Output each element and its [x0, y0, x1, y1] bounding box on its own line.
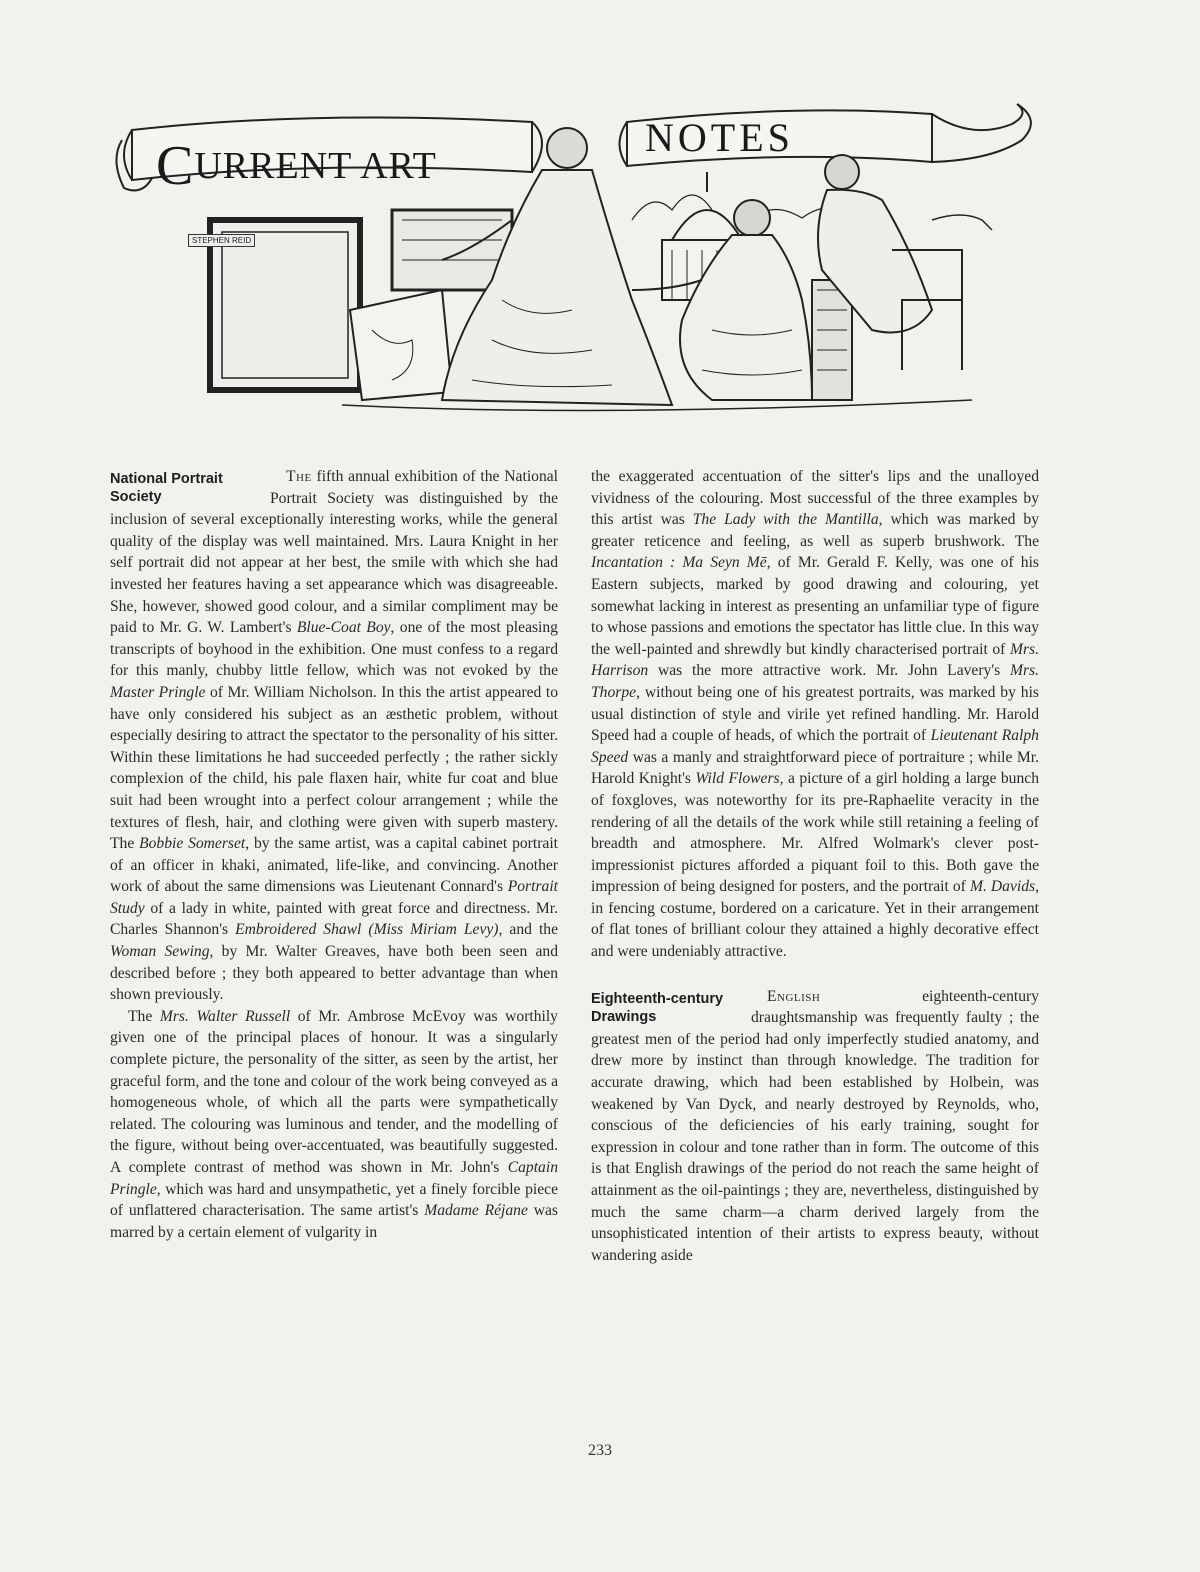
- header-illustration: [112, 100, 1042, 420]
- paragraph: The National Portrait Society fifth annual exhibition of the National Portrait Society was distinguished by the inclusion of several exceptionally interesting works, while the general quality of the display was well maintained. Mrs. Laura Knight in her self portrait did not appear at her best, the smile with which she had invested her features having a set appearance which was disagreeable. She, however, showed good colour, and a similar compliment may be paid to Mr. G. W. Lambert's Blue-Coat Boy, one of the most pleasing transcripts of boyhood in the exhibition. One must confess to a regard for this manly, chubby little fellow, which was not evoked by the Master Pringle of Mr. William Nicholson. In this the artist appeared to have only considered his subject as an æsthetic problem, without especially desiring to attract the spectator to the personality of his sitter. Within these limitations he had succeeded perfectly ; the rather sickly complexion of the child, his pale flaxen hair, white fur coat and blue suit had been wrought into a perfect colour arrangement ; while the textures of flesh, hair, and clothing were given with superb mastery. The Bobbie Somerset, by the same artist, was a capital cabinet portrait of an officer in khaki, animated, life-like, and convincing. Another work of about the same dimensions was Lieutenant Connard's Portrait Study of a lady in white, painted with great force and directness. Mr. Charles Shannon's Embroidered Shawl (Miss Miriam Levy), and the Woman Sewing, by Mr. Walter Greaves, have both been seen and described before ; they both appeared to better advantage than when shown previously.: [110, 468, 558, 1004]
- sidenote-eighteenth-century-drawings: Eighteenth-century Drawings: [591, 990, 724, 1025]
- paragraph: the exaggerated accentuation of the sitter's lips and the unalloyed vividness of the colouring. Most successful of the three examples by this artist was The Lady with the Mantilla, which was marked by greater reticence and feeling, as well as superb brushwork. The Incantation : Ma Seyn Mē, of Mr. Gerald F. Kelly, was one of his Eastern subjects, marked by good drawing and colouring, yet somewhat lacking in interest as presenting an unfamiliar type of figure to whose passions and emotions the spectator has little clue. In this way the well-painted and shrewdly but kindly characterised portrait of Mrs. Harrison was the more attractive work. Mr. John Lavery's Mrs. Thorpe, without being one of his greatest portraits, was marked by his usual distinction of style and virile yet refined handling. Mr. Harold Speed had a couple of heads, of which the portrait of Lieutenant Ralph Speed was a manly and straightforward piece of portraiture ; while Mr. Harold Knight's Wild Flowers, a picture of a girl holding a large bunch of foxgloves, was noteworthy for its pre-Raphaelite veracity in the rendering of all the details of the work while still retaining a feeling of breadth and atmosphere. Mr. Alfred Wolmark's clever post-impressionist pictures afforded a piquant foil to this. Both gave the impression of being designed for posters, and the portrait of M. Davids, in fencing costume, bordered on a caricature. Yet in their arrangement of flat tones of brilliant colour they attained a highly decorative effect and were undeniably attractive.: [591, 468, 1039, 961]
- page-number: 233: [588, 1442, 612, 1459]
- paragraph-gap: [591, 963, 1039, 986]
- left-column: [110, 466, 558, 1243]
- artist-signature: STEPHEN REID: [188, 234, 255, 247]
- header-title-right: NOTES: [645, 115, 794, 160]
- paragraph: The Mrs. Walter Russell of Mr. Ambrose McEvoy was worthily given one of the principal places of honour. It was a singularly complete picture, the personality of the sitter, as seen by the artist, her graceful form, and the tone and colour of the work being conveyed as a homogeneous whole, of which all the parts were sympathetically related. The colouring was luminous and tender, and the modelling of the figure, without being over-accentuated, was beautifully suggested. A complete contrast of method was shown in Mr. John's Captain Pringle, which was hard and unsympathetic, yet a finely forcible piece of unflattered characterisation. The same artist's Madame Réjane was marred by a certain element of vulgarity in: [110, 1007, 558, 1241]
- paragraph: English Eighteenth-century Drawings eighteenth-century draughtsmanship was frequently faulty ; the greatest men of the period had only imperfectly studied anatomy, and drew more by instinct than through knowledge. The tradition for accurate drawing, which had been established by Holbein, was weakened by Van Dyck, and nearly destroyed by Reynolds, who, conscious of the deficiencies of his early training, sought for expression in colour and tone rather than in form. The outcome of this is that English drawings of the period do not reach the same height of attainment as the oil-paintings ; they are, nevertheless, distinguished by much the same charm—a charm derived largely from the unsophisticated intention of their artists to express beauty, without wandering aside: [591, 987, 1039, 1264]
- header-title-left: CURRENT ART: [156, 135, 437, 197]
- sidenote-national-portrait-society: National Portrait Society: [110, 471, 223, 505]
- right-column: [591, 466, 1039, 1266]
